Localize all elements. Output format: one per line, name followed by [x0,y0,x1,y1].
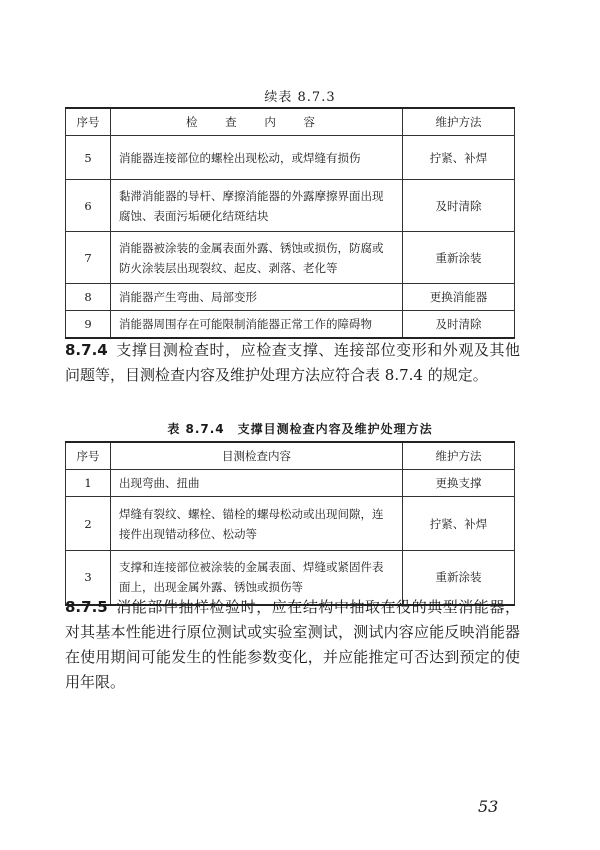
table-row [66,284,515,311]
row-no: 9 [66,311,111,339]
row-no: 6 [66,180,111,232]
table-row [66,497,515,551]
header-method: 维护方法 [403,108,515,136]
row-method: 及时清除 [403,180,515,232]
page-number: 53 [478,797,499,816]
table-row [66,180,515,232]
row-no: 7 [66,232,111,284]
table1-caption: 续表 8.7.3 [264,90,336,105]
table-row [66,311,515,339]
table-row [66,136,515,180]
header-content: 目测检查内容 [111,442,403,470]
row-no: 3 [66,551,111,605]
table2-caption: 表 8.7.4 支撑目测检查内容及维护处理方法 [167,422,433,436]
row-content: 消能器被涂装的金属表面外露、锈蚀或损伤，防腐或防火涂装层出现裂纹、起皮、剥落、老化等 [111,232,403,284]
row-no: 1 [66,470,111,497]
row-no: 2 [66,497,111,551]
row-content: 消能器连接部位的螺栓出现松动，或焊缝有损伤 [111,136,403,180]
header-no: 序号 [66,442,111,470]
table-8-7-3-continued [65,107,515,339]
row-method: 拧紧、补焊 [403,136,515,180]
row-content: 消能器周围存在可能限制消能器正常工作的障碍物 [111,311,403,339]
clause-8-7-4 [65,338,520,388]
row-method: 及时清除 [403,311,515,339]
row-content: 黏滞消能器的导杆、摩擦消能器的外露摩擦界面出现腐蚀、表面污垢硬化结斑结块 [111,180,403,232]
clause-8-7-5 [65,595,520,695]
table-header-row [66,442,515,470]
row-method: 更换消能器 [403,284,515,311]
clause-text: 支撑目测检查时，应检查支撑、连接部位变形和外观及其他问题等，目测检查内容及维护处理方法应符合表 8.7.4 的规定。 [65,341,520,384]
row-method: 更换支撑 [403,470,515,497]
row-content: 焊缝有裂纹、螺栓、锚栓的螺母松动或出现间隙，连接件出现错动移位、松动等 [111,497,403,551]
row-no: 8 [66,284,111,311]
row-method: 重新涂装 [403,551,515,605]
row-content: 支撑和连接部位被涂装的金属表面、焊缝或紧固件表面上，出现金属外露、锈蚀或损伤等 [111,551,403,605]
header-method: 维护方法 [403,442,515,470]
table-8-7-4 [65,441,515,606]
header-no: 序号 [66,108,111,136]
row-method: 拧紧、补焊 [403,497,515,551]
clause-number: 8.7.4 [65,341,108,359]
row-no: 5 [66,136,111,180]
clause-number: 8.7.5 [65,598,108,616]
table-row [66,232,515,284]
row-method: 重新涂装 [403,232,515,284]
table-header-row [66,108,515,136]
table-row [66,470,515,497]
header-content: 检 查 内 容 [111,108,403,136]
clause-text: 消能部件抽样检验时，应在结构中抽取在役的典型消能器，对其基本性能进行原位测试或实验室测试，测试内容应能反映消能器在使用期间可能发生的性能参数变化，并应能推定可否达到预定的使用年限。 [65,598,520,691]
row-content: 出现弯曲、扭曲 [111,470,403,497]
row-content: 消能器产生弯曲、局部变形 [111,284,403,311]
